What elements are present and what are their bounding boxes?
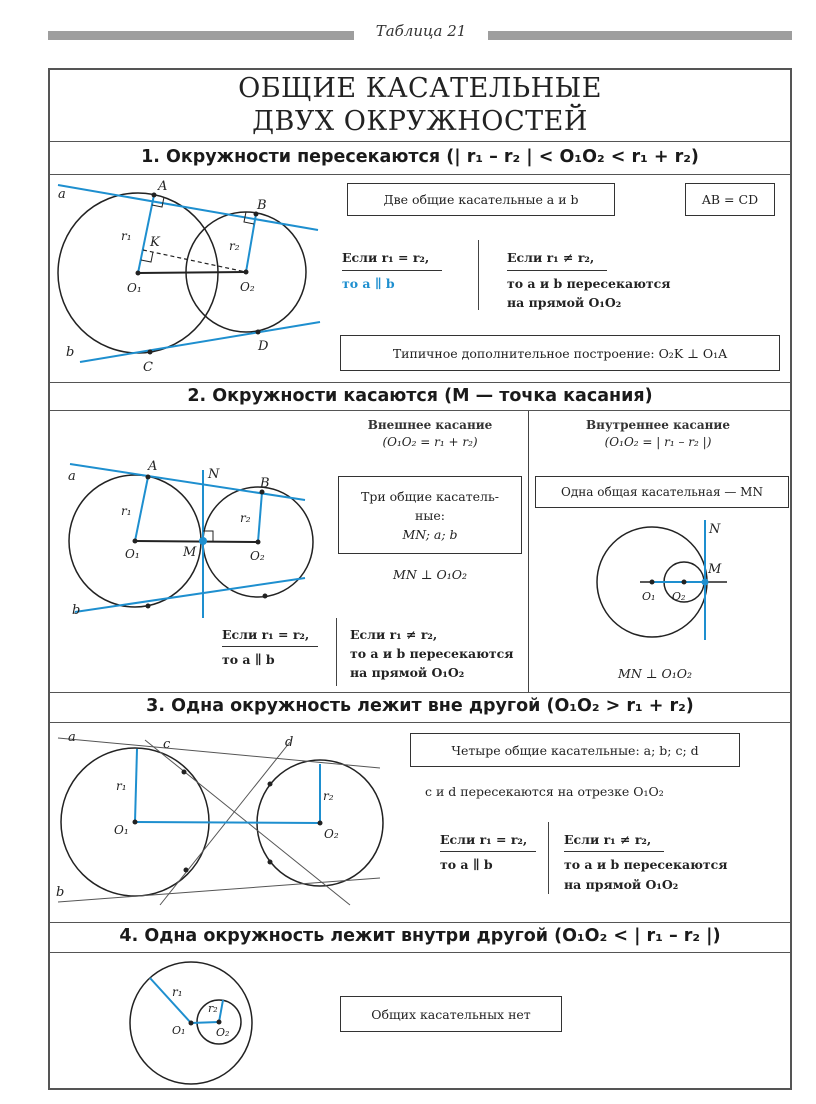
s3-four-tangents-box: Четыре общие касательные: a; b; c; d [410,733,740,767]
s4-point-O2 [217,1020,222,1025]
s3-label-b: b [56,885,65,900]
s1-label-b: b [66,345,75,360]
main-title-line1: ОБЩИЕ КАСАТЕЛЬНЫЕ [238,73,602,104]
s1-then-intersect-1: то a и b пересекаются [507,276,671,291]
s3-radius-1 [135,749,137,822]
s1-if-not-equal: Если r₁ ≠ r₂, [507,250,595,265]
s2-label-A: A [148,459,158,474]
s4-radius-1 [150,978,191,1023]
s3-label-O1: O₁ [114,823,129,837]
s2-perp-internal: MN ⊥ O₁O₂ [618,666,692,681]
s3-label-O2: O₂ [324,827,339,841]
s2-radius-1 [135,477,148,541]
s1-label-B: B [257,198,267,213]
s1-tangent-b [80,322,320,362]
s3-point-c2 [268,860,273,865]
s4-label-O2: O₂ [216,1026,230,1039]
divider-s2-top [50,382,790,383]
s3-label-r1: r₁ [116,779,127,793]
s3-label-a: a [68,730,76,745]
s2-three-tangents-line1: Три общие касатель- [360,488,500,504]
s2-point-b1 [146,604,151,609]
s3-point-O1 [133,820,138,825]
divider-s2 [50,410,790,411]
s2-then-parallel: то a ∥ b [222,652,275,667]
s2-label-b: b [72,603,81,618]
s2i-label-N: N [709,522,721,537]
section4-heading: 4. Одна окружность лежит внутри другой (O₁O₂ < | r₁ – r₂ |) [119,926,721,946]
s2-underline [222,646,318,647]
s3-underline [440,851,536,852]
s1-point-D [256,330,261,335]
divider-s4 [50,952,790,953]
s1-construction-box: Типичное дополнительное построение: O₂K ⊥ O₁A [340,335,780,371]
s2-label-O2: O₂ [250,549,265,563]
section2-heading: 2. Окружности касаются (M — точка касания) [187,386,653,406]
s3-then-intersect-2: на прямой O₁O₂ [564,877,679,892]
s2-if-equal: Если r₁ = r₂, [222,627,310,642]
s3-point-O2 [318,821,323,826]
s2-column-separator [528,411,529,692]
section2-diagram-external [50,450,320,620]
s1-equality-box: AB = CD [685,183,775,216]
s2-external-formula: (O₁O₂ = r₁ + r₂) [382,435,478,449]
s1-tangents-box: Две общие касательные a и b [347,183,615,216]
divider-s4-top [50,922,790,923]
s4-label-r1: r₁ [172,985,183,999]
divider-s3-top [50,692,790,693]
header-bar-right [488,31,792,40]
s1-point-A [152,193,157,198]
header-bar-left [48,31,354,40]
s2-one-tangent-box: Одна общая касательная — MN [535,476,789,508]
s1-point-O1 [136,271,141,276]
s1-label-O1: O₁ [127,281,142,295]
main-title-line2: ДВУХ ОКРУЖНОСТЕЙ [252,106,588,137]
s2-label-N: N [208,467,220,482]
s2-point-O2 [256,540,261,545]
s3-cd-intersect: c и d пересекаются на отрезке O₁O₂ [425,784,664,799]
s2-label-a: a [68,469,76,484]
s2-three-tangents-box [338,476,522,554]
s2-internal-title: Внутреннее касание [586,418,730,432]
s1-point-O2 [244,270,249,275]
s1-centers-line [138,272,246,273]
s2-point-A [146,475,151,480]
section3-diagram [50,724,400,914]
main-title [50,72,790,138]
s4-radius-2 [219,1000,223,1022]
s4-label-O1: O₁ [172,1024,186,1037]
s1-label-D: D [258,339,269,354]
s2-if-not-equal: Если r₁ ≠ r₂, [350,627,438,642]
section3-heading: 3. Одна окружность лежит вне другой (O₁O₂ > r₁ + r₂) [146,696,694,716]
s3-separator [548,822,549,894]
section2-diagram-internal [580,515,740,645]
s3-centers-line [135,822,320,823]
s2i-label-O1: O₁ [642,590,656,603]
table-number: Таблица 21 [375,22,467,40]
s1-separator [478,240,479,310]
s2i-label-O2: O₂ [672,590,686,603]
s2-centers-line [135,541,258,542]
s1-label-O2: O₂ [240,280,255,294]
s4-label-r2: r₂ [208,1002,218,1015]
section4-diagram [120,960,280,1085]
s3-point-c1 [182,770,187,775]
section1-diagram [50,176,340,381]
s2-three-tangents-line2: ные: [415,507,445,523]
s2-external-title: Внешнее касание [367,418,493,432]
s1-label-r2: r₂ [229,239,240,253]
s3-then-intersect-1: то a и b пересекаются [564,857,728,872]
divider-s1 [50,174,790,175]
s1-label-A: A [158,179,168,194]
s2-radius-2 [258,492,262,542]
s2-internal-formula: (O₁O₂ = | r₁ – r₂ |) [604,435,712,449]
s1-point-C [148,350,153,355]
s1-tangent-a [58,185,318,230]
s3-label-r2: r₂ [323,789,334,803]
s1-aux-line [143,250,246,272]
s2-label-B: B [260,476,270,491]
s1-then-parallel-text: то a ∥ b [342,276,395,291]
s2i-point-M [702,579,709,586]
s4-point-O1 [189,1021,194,1026]
s3-point-d2 [184,868,189,873]
divider-s3 [50,722,790,723]
s4-no-tangents-box: Общих касательных нет [340,996,562,1032]
s1-underline-2 [507,270,607,271]
s2-label-r1: r₁ [121,504,132,518]
s1-label-a: a [58,187,66,202]
s3-underline-2 [564,851,664,852]
s2i-point-O1 [650,580,655,585]
s2-point-M [199,537,207,545]
s1-if-equal: Если r₁ = r₂, [342,250,430,265]
s2-point-O1 [133,539,138,544]
s2i-label-M: M [708,562,722,577]
s2-then-intersect-2: на прямой O₁O₂ [350,665,465,680]
s3-then-parallel: то a ∥ b [440,857,493,872]
s2-label-r2: r₂ [240,511,251,525]
s4-centers-line [191,1022,219,1023]
s2-three-tangents-line3: MN; a; b [402,526,458,542]
s2-perp-external: MN ⊥ O₁O₂ [393,567,467,582]
s2-then-intersect-1: то a и b пересекаются [350,646,514,661]
s1-label-r1: r₁ [121,229,132,243]
s1-label-C: C [143,360,153,375]
s1-then-intersect-2: на прямой O₁O₂ [507,295,622,310]
section1-heading: 1. Окружности пересекаются (| r₁ – r₂ | < O₁O₂ < r₁ + r₂) [141,147,699,167]
s3-point-d1 [268,782,273,787]
s2-label-M: M [183,545,197,560]
s1-label-K: K [150,235,160,250]
s2-separator [336,618,337,686]
s3-label-d: d [285,735,294,750]
divider-title [50,141,790,142]
s2-point-b2 [263,594,268,599]
s3-if-not-equal: Если r₁ ≠ r₂, [564,832,652,847]
s3-label-c: c [163,737,171,752]
s3-if-equal: Если r₁ = r₂, [440,832,528,847]
s2-label-O1: O₁ [125,547,140,561]
s1-underline [342,270,442,271]
s1-then-parallel [342,276,395,291]
s2i-point-O2 [682,580,687,585]
